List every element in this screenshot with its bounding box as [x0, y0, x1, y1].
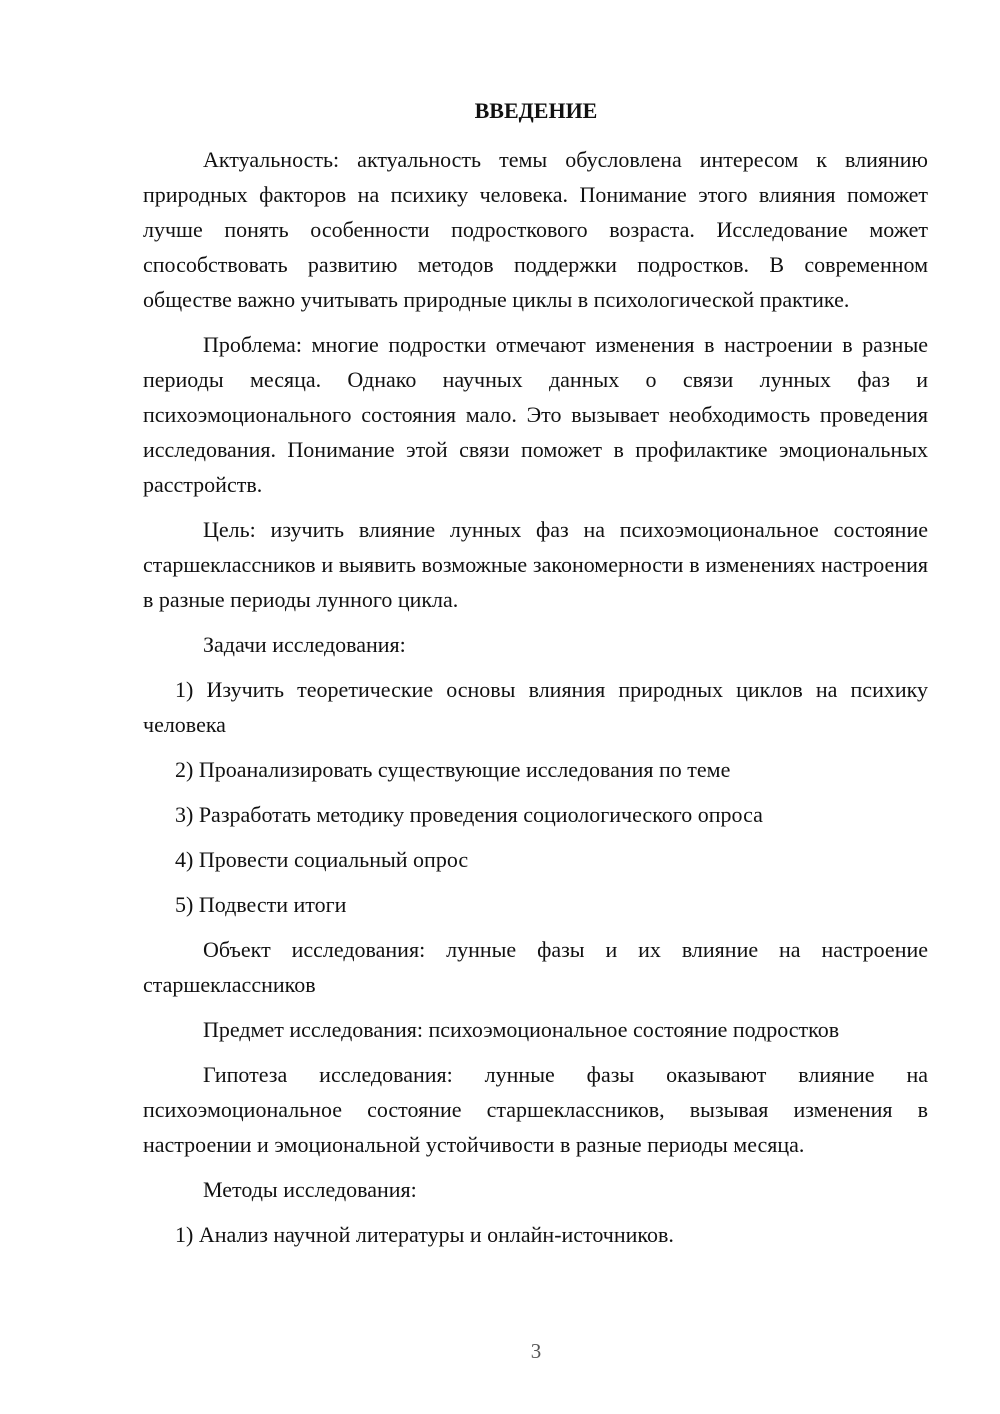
paragraph-relevance: Актуальность: актуальность темы обусловлена интересом к влиянию природных факторов на психику человека. Понимание этого влияния поможет лучше понять особенности подросткового возраста. Исследование может способствовать развитию методов поддержки подростков. В современном обществе важно учитывать природные циклы в психологической практике.: [143, 147, 928, 312]
task-item: 1) Изучить теоретические основы влияния природных циклов на психику человека: [143, 677, 928, 737]
task-item: 4) Провести социальный опрос: [175, 847, 469, 872]
paragraph-object: Объект исследования: лунные фазы и их влияние на настроение старшеклассников: [143, 937, 928, 997]
task-item: 5) Подвести итоги: [175, 892, 347, 917]
paragraph-hypothesis: Гипотеза исследования: лунные фазы оказывают влияние на психоэмоциональное состояние старшеклассников, вызывая изменения в настроении и эмоциональной устойчивости в разные периоды месяца.: [143, 1062, 928, 1157]
tasks-heading: Задачи исследования:: [203, 632, 406, 657]
document-body: [143, 142, 928, 1262]
paragraph-goal: Цель: изучить влияние лунных фаз на психоэмоциональное состояние старшеклассников и выявить возможные закономерности в изменениях настроения в разные периоды лунного цикла.: [143, 517, 928, 612]
section-title: ВВЕДЕНИЕ: [474, 98, 598, 123]
task-item: 3) Разработать методику проведения социологического опроса: [175, 802, 763, 827]
task-item: 2) Проанализировать существующие исследования по теме: [175, 757, 731, 782]
paragraph-problem: Проблема: многие подростки отмечают изменения в настроении в разные периоды месяца. Однако научных данных о связи лунных фаз и психоэмоционального состояния мало. Это вызывает необходимость проведения исследования. Понимание этой связи поможет в профилактике эмоциональных расстройств.: [143, 332, 928, 497]
paragraph-subject: Предмет исследования: психоэмоциональное состояние подростков: [203, 1017, 840, 1042]
page-number: 3: [530, 1339, 542, 1363]
method-item: 1) Анализ научной литературы и онлайн-источников.: [175, 1222, 674, 1247]
methods-heading: Методы исследования:: [203, 1177, 417, 1202]
